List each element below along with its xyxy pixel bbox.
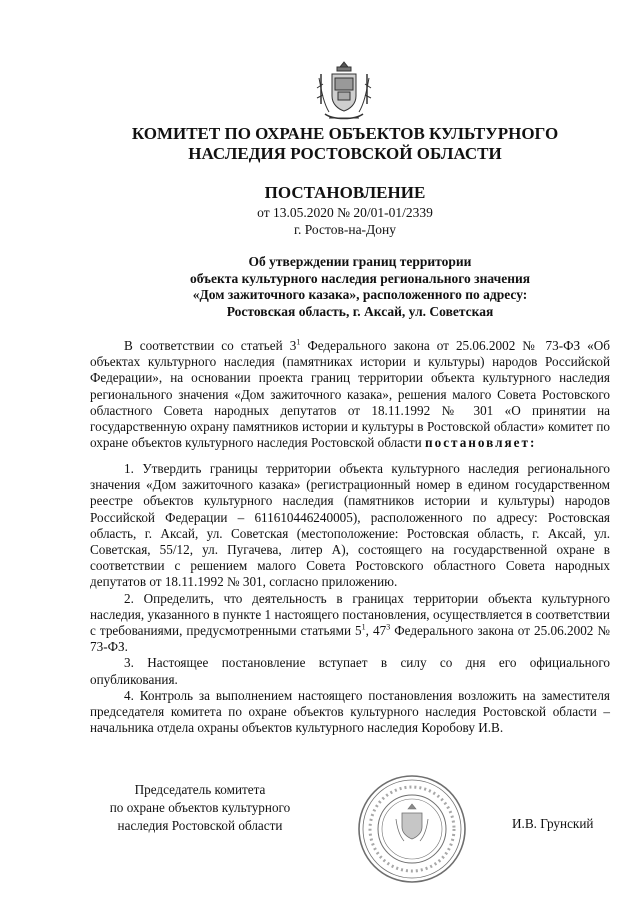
signer-title-line-1: Председатель комитета: [134, 782, 266, 797]
subject-line-2: объекта культурного наследия регионального значения: [189, 270, 531, 286]
official-seal-icon: [356, 773, 468, 885]
signer-name: И.В. Грунский: [512, 816, 594, 831]
item2-text-b: , 47: [365, 623, 387, 639]
item2-text-c: Федерального закона от 25.06.2002 № 73-ФЗ.: [90, 623, 611, 655]
document-subject: [100, 254, 620, 320]
signer-title-line-3: наследия Ростовской области: [117, 818, 283, 833]
decree-item-2: [90, 591, 610, 656]
signer-title-line-2: по охране объектов культурного: [109, 800, 291, 815]
preamble-text-main: Федерального закона от 25.06.2002 № 73-ФЗ «Об объектах культурного наследия (памятниках истории и культуры) народов Российской Федерации», на основании проекта границ территории объекта культурного наследия регионального значения «Дом зажиточного казака», решения малого Совета Ростовского областного Совета народных депутатов от 18.11.1992 № 301 «О принятии на государственную охрану памятников истории и культуры в Ростовской области» комитет по охране объектов культурного наследия Ростовской области: [90, 338, 610, 451]
item2-superscript-1: 1: [361, 622, 366, 632]
subject-line-4: Ростовская область, г. Аксай, ул. Советская: [226, 303, 494, 319]
preamble-superscript: 1: [296, 337, 301, 347]
decree-item-3: 3. Настоящее постановление вступает в силу со дня его официального опубликования.: [90, 655, 610, 687]
preamble-paragraph: [90, 338, 610, 451]
document-city: г. Ростов-на-Дону: [293, 222, 396, 237]
committee-line-2: НАСЛЕДИЯ РОСТОВСКОЙ ОБЛАСТИ: [188, 144, 502, 163]
item2-superscript-2: 3: [386, 622, 391, 632]
decree-item-4: 4. Контроль за выполнением настоящего постановления возложить на заместителя председателя комитета по охране объектов культурного наследия Ростовской области – начальника отдела охраны объектов культурного наследия Коробову И.В.: [90, 687, 610, 736]
item2-text-a: 2. Определить, что деятельность в границах территории объекта культурного наследия, указанного в пункте 1 настоящего постановления, осуществляется в соответствии с требованиями, предусмотренными статьями 5: [90, 590, 610, 639]
document-type: ПОСТАНОВЛЕНИЕ: [264, 183, 426, 202]
decree-word: постановляет:: [425, 435, 537, 451]
subject-line-3: «Дом зажиточного казака», расположенного по адресу:: [192, 287, 528, 302]
preamble-text-start: В соответствии со статьей 3: [124, 338, 297, 353]
subject-line-1: Об утверждении границ территории: [248, 254, 472, 269]
document-date-number: от 13.05.2020 № 20/01-01/2339: [257, 205, 433, 220]
committee-name: [70, 124, 620, 164]
decree-item-1: 1. Утвердить границы территории объекта культурного наследия регионального значения «Дом зажиточного казака» (регистрационный номер в едином государственном реестре объектов культурного наследия (памятников истории и культуры) народов Российской Федерации – 611610446240005), расположенного по адресу: Ростовская область, г. Аксай, ул. Советская (местоположение: Ростовская область, г. Аксай, ул. Советская, 55/12, ул. Пугачева, литер А), состоящего на государственной охране в соответствии с решением малого Совета Ростовского областного Совета народных депутатов от 18.11.1992 № 301, согласно приложению.: [90, 461, 610, 590]
committee-line-1: КОМИТЕТ ПО ОХРАНЕ ОБЪЕКТОВ КУЛЬТУРНОГО: [131, 124, 559, 143]
rostov-coat-of-arms-icon: [313, 58, 375, 124]
decree-items: [90, 461, 610, 736]
signer-title: [80, 781, 320, 835]
